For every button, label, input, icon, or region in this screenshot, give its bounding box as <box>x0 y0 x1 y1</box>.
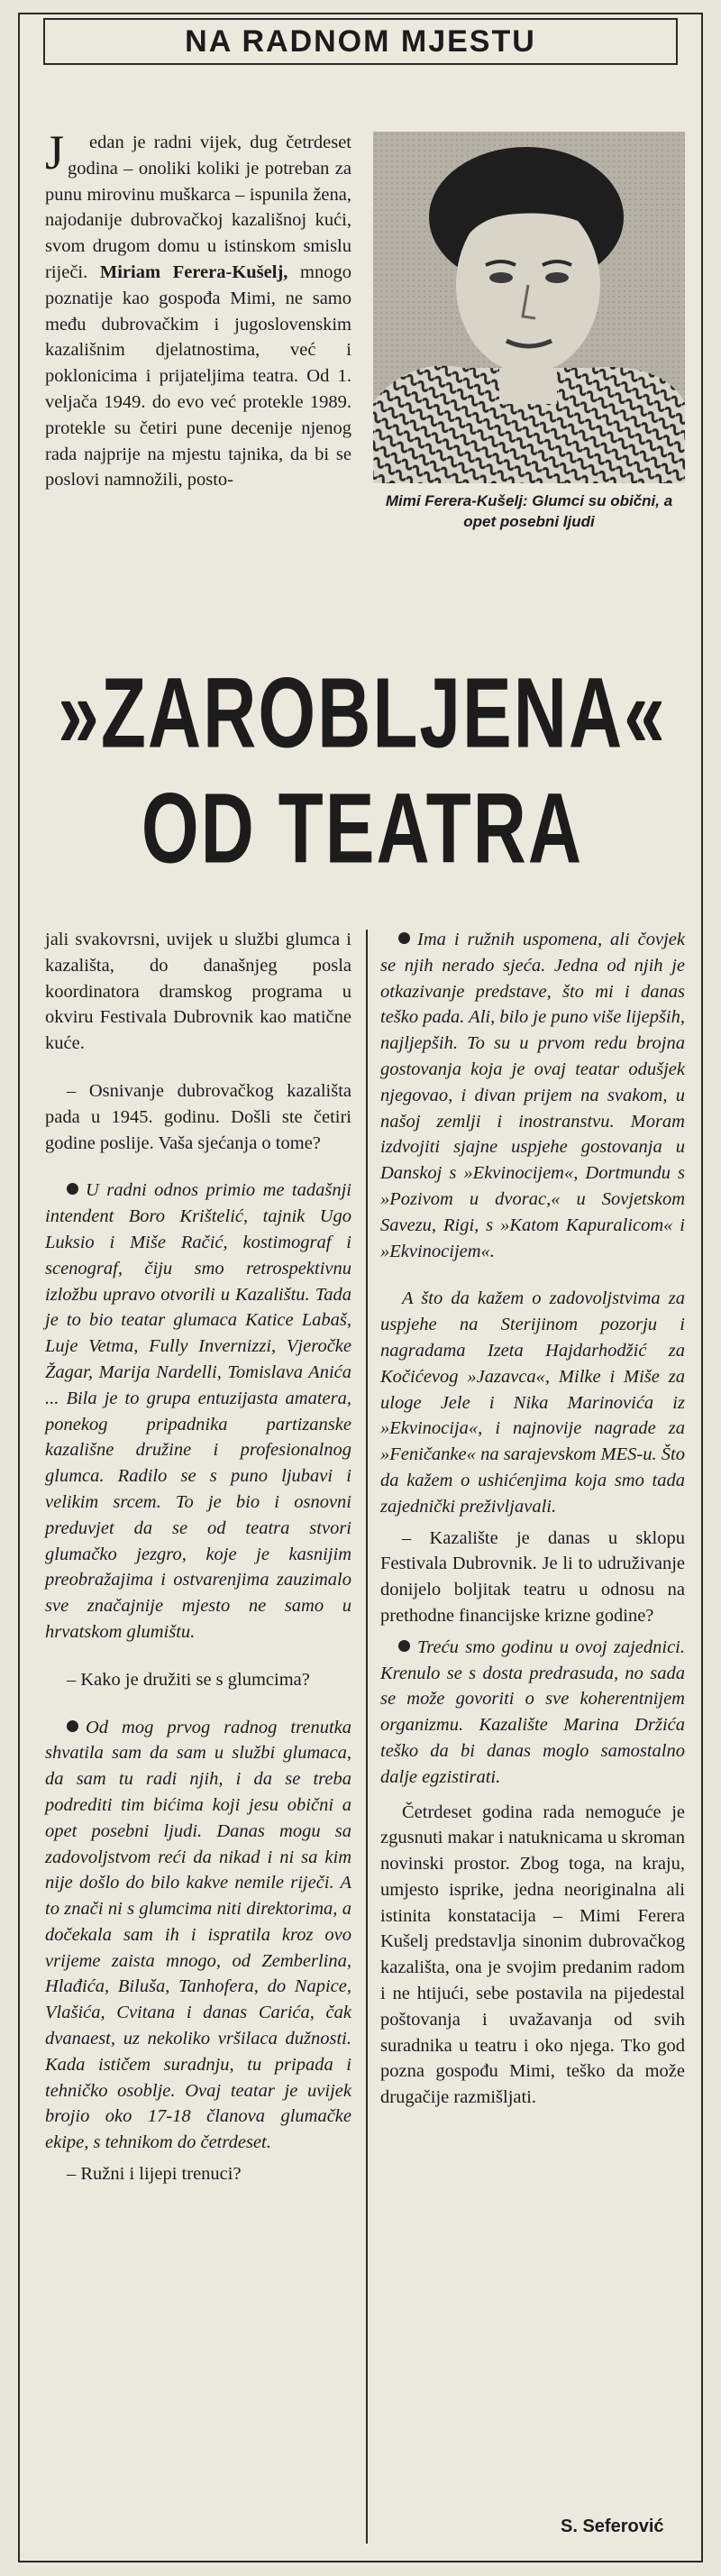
left-column <box>45 927 351 2187</box>
portrait-photo <box>373 132 685 483</box>
author-signature: S. Seferović <box>561 2516 664 2536</box>
section-header: NA RADNOM MJESTU <box>43 18 678 65</box>
question-4: – Kazalište je danas u sklopu Festivala Dubrovnik. Je li to udruživanje donijelo boljitak teatru u odnosu na prethodne financijske krizne godine? <box>380 1527 685 1626</box>
bullet-icon <box>67 1720 78 1732</box>
right-column <box>380 927 685 2111</box>
portrait-image <box>373 132 685 483</box>
closing-paragraph: Četrdeset godina rada nemoguće je zgusnuti makar i natuknicama u skroman novinski prostor. Zbog toga, na kraju, umjesto isprike, jedna neoriginalna ali istinita konstatacija – Mimi Ferera Kušelj predstavlja sinonim dubrovačkog kazališta, ona je svojim predanim radom i ne htijući, sebe postavila na pijedestal poštovanja i uvažavanja od svih suradnika u teatru i oko njega. Tko god pozna gospođu Mimi, teško da može drugačije razmišljati. <box>380 1801 685 2108</box>
answer-3 <box>380 927 685 1264</box>
answer-1 <box>45 1178 351 1645</box>
photo-caption: Mimi Ferera-Kušelj: Glumci su obični, a opet posebni ljudi <box>385 492 673 530</box>
continuation-paragraph: jali svakovrsni, uvijek u službi glumca i kazališta, do današnjeg posla koordinatora dramskog programa u okviru Festivala Dubrovnik kao matične kuće. <box>45 930 351 1054</box>
bullet-icon <box>398 1640 410 1652</box>
answer-2-text: Od mog prvog radnog trenutka shvatila sam da sam u službi glumaca, da sam tu radi njih, i da se treba podrediti tim bićima koji jesu obični a opet posebni ljudi. Danas mogu sa zadovoljstvom reći da nikad i ni sa kim nije došlo do bilo kakve nemile riječi. A to znači ni s glumcima niti direktorima, a dočekala sam ih i ispratila kroz ovo vrijeme zaista mnogo, od Zemberlina, Hlađića, Biluša, Tanhofera, do Napice, Vlašića, Cvitana i danas Carića, čak dvanaest, uz nekoliko vršilaca dužnosti. Kada ističem suradnju, tu pripada i tehničko osoblje. Ovaj teatar je uvijek brojio oko 17-18 članova glumačke ekipe, s tehnikom do četrdeset. <box>45 1717 351 2153</box>
headline-line-1: »ZAROBLJENA« <box>58 657 667 769</box>
bullet-icon <box>398 932 410 944</box>
question-1: – Osnivanje dubrovačkog kazališta pada u 1945. godinu. Došli ste četiri godine poslije. Vaša sjećanja o tome? <box>45 1080 351 1153</box>
column-divider <box>366 930 368 2544</box>
intro-column <box>45 125 351 493</box>
answer-5 <box>380 1635 685 1791</box>
intro-text: edan je radni vijek, dug četrdeset godina – onoliki koliki je potreban za punu mirovinu muškarca – ispunila žena, najodanije dubrovačkoj kazališnoj kući, svom drugom domu u istinskom smislu riječi. <box>45 133 351 282</box>
answer-3-text: Ima i ružnih uspomena, ali čovjek se njih nerado sjeća. Jedna od njih je otkazivanje predstave, što mi i danas teško pada. Ali, bilo je puno više lijepših, najljepših. To su u prvom redu brojna gostovanja koja je ovaj teatar odušjek njegovao, i divan prijem na svakom, u našoj zemlji i inostranstvu. Moram izdvojiti sjajne uspjehe gostovanja u Danskoj s »Ekvinocijem«, Dortmundu s »Pozivom u dvorac,« u Sovjetskom Savezu, Rigi, s »Katom Kapuralicom« i »Ekvinocijem«. <box>380 930 685 1261</box>
intro-text-end: mnogo poznatije kao gospođa Mimi, ne samo među dubrovačkim i jugoslovenskim kazališnim djelatnostima, već i poklonicima i prijateljima teatra. Od 1. veljača 1949. do evo već protekle 1989. protekle su četiri pune decenije njenog rada najprije na mjestu tajnika, da bi se poslovi namnožili, posto- <box>45 261 351 490</box>
headline-line-2: OD TEATRA <box>141 773 584 885</box>
article <box>18 13 703 2562</box>
answer-1-text: U radni odnos primio me tadašnji intendent Boro Krištelić, tajnik Ugo Luksio i Miše Račić, kostimograf i scenograf, čiju smo retrospektivnu izložbu upravo otvorili u Kazalištu. Tada je to bio teatar glumaca Katice Labaš, Luje Vetma, Fully Invernizzi, Vjeročke Žagar, Marija Nardelli, Tomislava Anića ... Bila je to grupa entuzijasta amatera, ponekog pripadnika partizanske kazališne družine i profesionalnog glumca. Radilo se s puno ljubavi i velikim srcem. To je bio i osnovni preduvjet da se od teatra stvori glumačko jezgro, koje je kasnijim preobražajima i ostvarenjima zauzimalo sve značajnije mjesto ne samo u hrvatskom glumištu. <box>45 1180 351 1642</box>
question-2: – Kako je družiti se s glumcima? <box>67 1669 310 1690</box>
answer-2 <box>45 1715 351 2157</box>
bullet-icon <box>67 1183 78 1195</box>
question-3: – Ružni i lijepi trenuci? <box>67 2164 242 2185</box>
subject-name: Miriam Ferera-Kušelj, <box>99 261 288 282</box>
answer-5-text: Treću smo godinu u ovoj zajednici. Krenulo se s dosta predrasuda, no sada se može govoriti o sve koherentnijem organizmu. Kazalište Marina Držića teško da bi danas moglo samostalno dalje egzistirati. <box>380 1636 685 1787</box>
drop-cap: J <box>45 125 65 179</box>
answer-4: A što da kažem o zadovoljstvima za uspjehe na Sterijinom pozorju i nagradama Izeta Hajdarhodžić za Kočićevog »Jazavca«, Milke i Miše za uloge Jele i Nika Marinovića iz »Ekvinocija«, i najnovije nagrade za »Feničanke« na sarajevskom MES-u. Što da kažem o ushićenjima koja smo tada zajednički preživljavali. <box>380 1288 685 1517</box>
intro-paragraph <box>45 125 351 493</box>
